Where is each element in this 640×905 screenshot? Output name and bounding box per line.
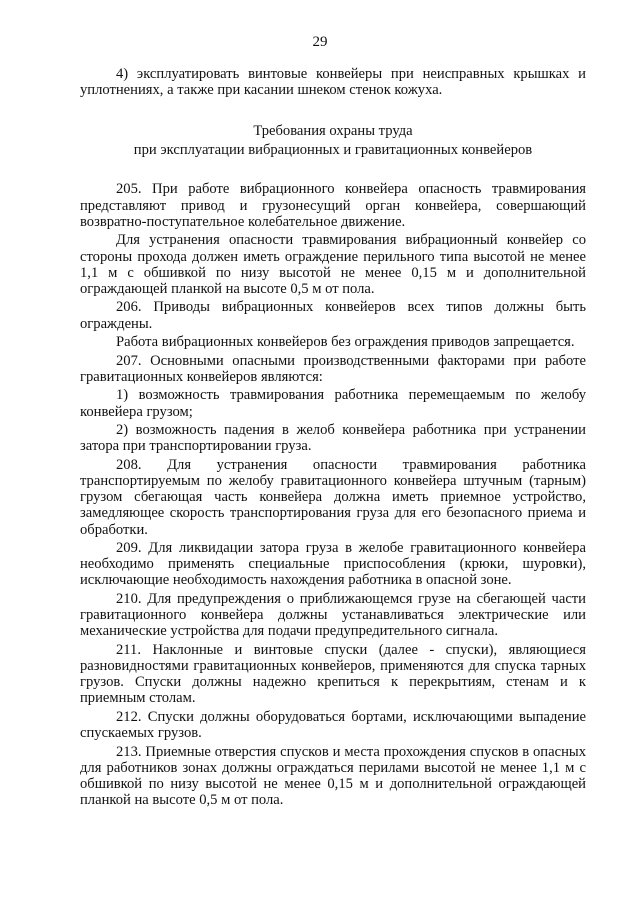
paragraph-206-continued: Работа вибрационных конвейеров без ограждения приводов запрещается. [116, 334, 575, 351]
intro-paragraph: 4) эксплуатировать винтовые конвейеры при неисправных крышках и уплотнениях, а также при касании шнеком стенок кожуха. [80, 66, 586, 99]
page-number: 29 [312, 34, 328, 50]
paragraph-206: 206. Приводы вибрационных конвейеров всех типов должны быть ограждены. [80, 299, 586, 332]
section-heading [80, 122, 586, 160]
paragraph-208: 208. Для устранения опасности травмирования работника транспортируемым по желобу гравитационного конвейера штучным (тарным) грузом сбегающая часть конвейера должна иметь приемное устройство, замедляющее скорость транспортирования груза для его безопасного приема и обработки. [80, 456, 586, 538]
paragraph-205-continued: Для устранения опасности травмирования вибрационный конвейер со стороны прохода должен иметь ограждение перильного типа высотой не менее 1,1 м с обшивкой по низу высотой не менее 0,15 м и дополнительной ограждающей планкой на высоте 0,5 м от пола. [80, 232, 586, 297]
paragraph-210: 210. Для предупреждения о приближающемся грузе на сбегающей части гравитационного конвейера должны устанавливаться электрические или механические устройства для подачи предупредительного сигнала. [80, 590, 586, 640]
paragraph-211: 211. Наклонные и винтовые спуски (далее - спуски), являющиеся разновидностями гравитационных конвейеров, применяются для спуска тарных грузов. Спуски должны надежно крепиться к перекрытиям, стенам и к приемным столам. [80, 641, 586, 707]
section-heading-line-1: Требования охраны труда [253, 123, 413, 140]
section-heading-line-2: при эксплуатации вибрационных и гравитационных конвейеров [133, 142, 533, 159]
paragraph-207: 207. Основными опасными производственными факторами при работе гравитационных конвейеров являются: [80, 352, 586, 385]
document-body [80, 66, 586, 811]
paragraph-207-item-2: 2) возможность падения в желоб конвейера работника при устранении затора при транспортировании груза. [80, 422, 586, 455]
paragraph-213: 213. Приемные отверстия спусков и места прохождения спусков в опасных для работников зонах должны ограждаться перилами высотой не менее 1,1 м с обшивкой по низу высотой не менее 0,15 м и дополнительной ограждающей планкой на высоте 0,5 м от пола. [80, 743, 586, 809]
paragraph-205: 205. При работе вибрационного конвейера опасность травмирования представляют привод и грузонесущий орган конвейера, совершающий возвратно-поступательное колебательное движение. [80, 181, 586, 230]
paragraph-212: 212. Спуски должны оборудоваться бортами, исключающими выпадение спускаемых грузов. [80, 708, 586, 742]
paragraph-209: 209. Для ликвидации затора груза в желобе гравитационного конвейера необходимо применять специальные приспособления (крюки, шуровки), исключающие необходимость нахождения работника в опасной зоне. [80, 540, 586, 589]
paragraph-207-item-1: 1) возможность травмирования работника перемещаемым по желобу конвейера грузом; [80, 387, 586, 420]
